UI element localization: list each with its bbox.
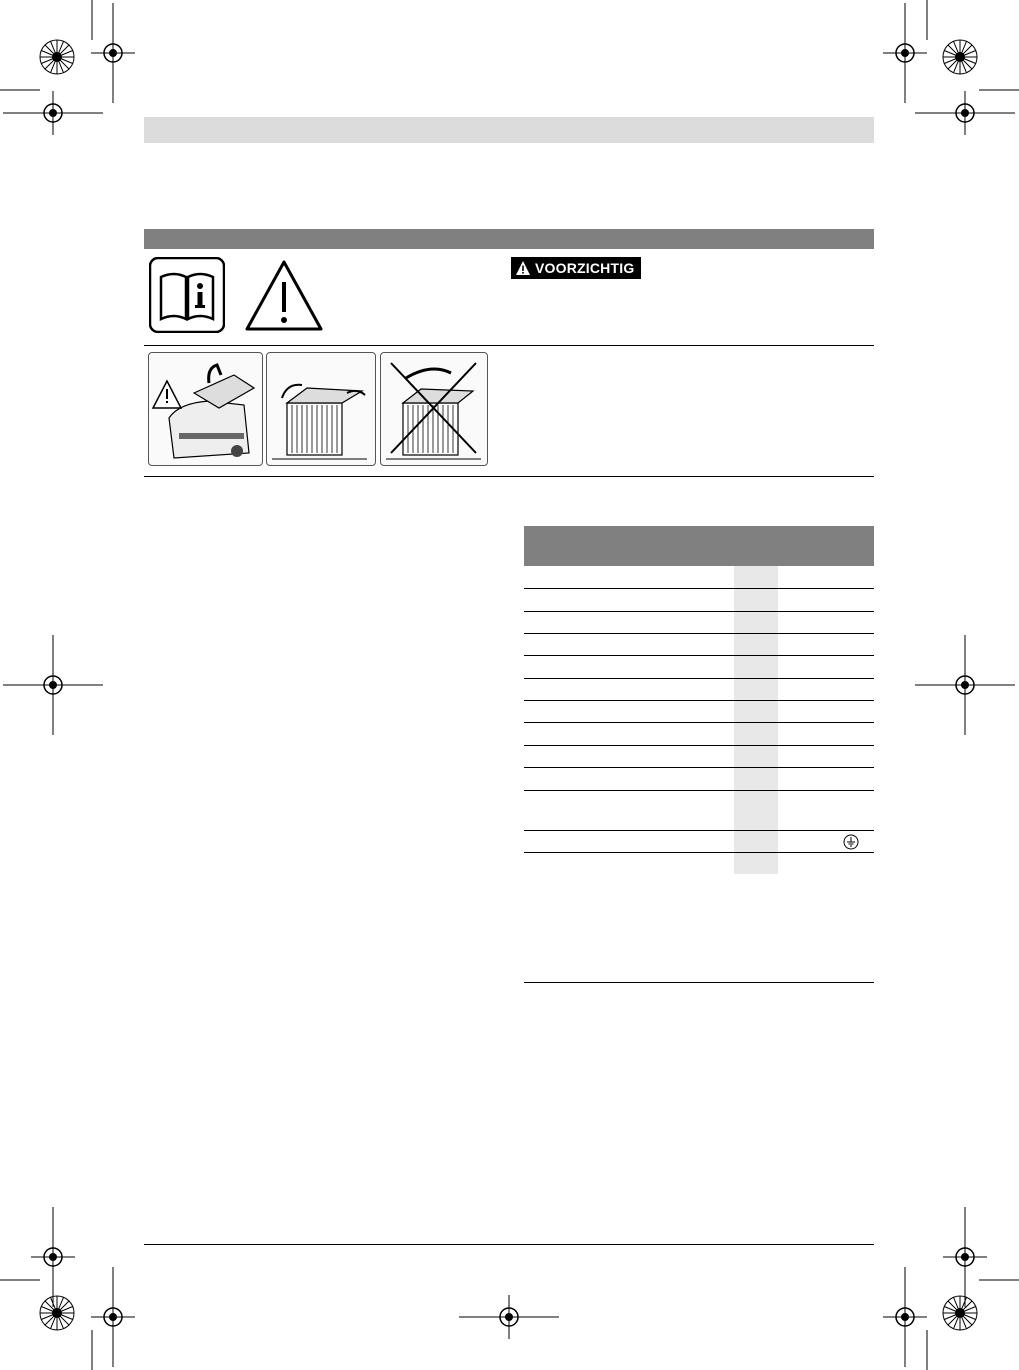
signal-word-text: VOORZICHTIG — [535, 260, 635, 276]
section-header-bar — [144, 229, 874, 249]
spec-row — [524, 746, 874, 768]
filter-misuse-illustration — [380, 352, 488, 466]
spec-row — [524, 589, 874, 612]
warning-icon — [515, 260, 531, 276]
spec-row — [524, 656, 874, 679]
spec-row — [524, 853, 874, 983]
spec-row — [524, 612, 874, 634]
footer-rule — [144, 1244, 874, 1245]
spec-row — [524, 768, 874, 791]
filter-cleaning-illustration — [266, 352, 376, 466]
spec-row — [524, 701, 874, 723]
spec-row — [524, 566, 874, 589]
spec-row — [524, 723, 874, 746]
divider — [144, 476, 874, 477]
spec-table-header — [524, 526, 874, 566]
spec-row — [524, 634, 874, 656]
signal-word-badge — [511, 257, 641, 279]
read-manual-icon — [149, 257, 225, 333]
spec-row — [524, 679, 874, 701]
protective-earth-icon — [843, 834, 859, 850]
page-header-bar — [144, 117, 874, 143]
spec-row — [524, 791, 874, 831]
spec-row — [524, 831, 874, 853]
filter-mounting-illustration — [148, 352, 263, 466]
warning-triangle-icon — [244, 258, 324, 333]
divider — [144, 345, 874, 346]
